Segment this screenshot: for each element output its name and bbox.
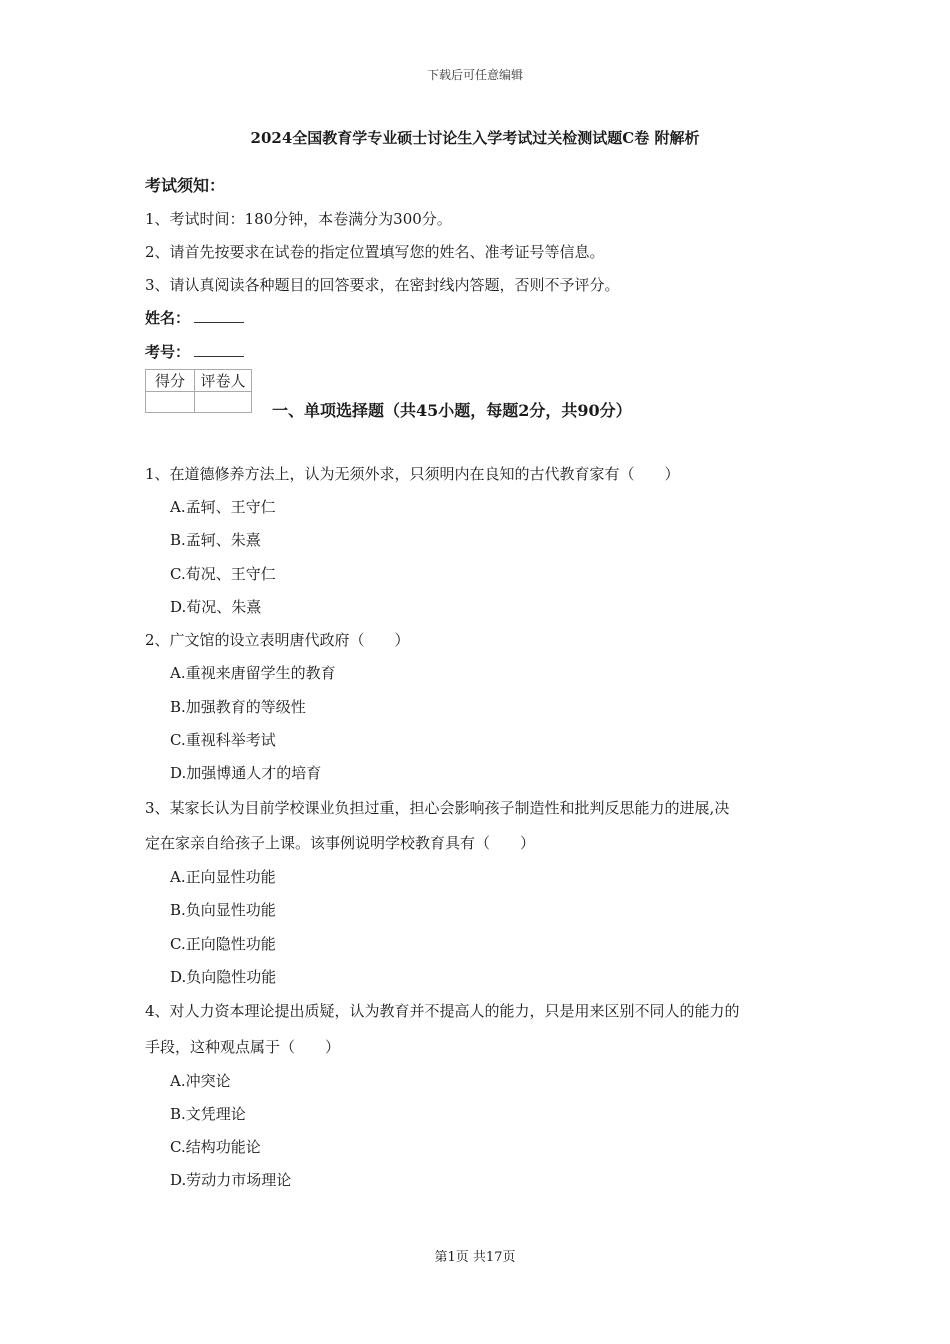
question-option: B.加强教育的等级性	[170, 698, 306, 716]
question-option: B.文凭理论	[170, 1105, 246, 1123]
page-footer: 第1页 共17页	[434, 1250, 516, 1265]
notice-item: 1、考试时间：180分钟，本卷满分为300分。	[145, 210, 452, 228]
name-field	[145, 307, 244, 328]
name-blank	[194, 308, 244, 323]
score-table	[145, 369, 252, 413]
notice-heading: 考试须知：	[145, 176, 226, 195]
question-option: D.加强博通人才的培育	[170, 764, 322, 782]
question-option: D.负向隐性功能	[170, 968, 277, 986]
section-title: 一、单项选择题（共45小题，每题2分，共90分）	[272, 401, 632, 420]
question-option: C.重视科举考试	[170, 731, 276, 749]
question-option: C.正向隐性功能	[170, 935, 276, 953]
question-2: 2、广文馆的设立表明唐代政府（ ）	[145, 631, 410, 649]
question-option: C.结构功能论	[170, 1138, 261, 1156]
question-option: D.劳动力市场理论	[170, 1171, 292, 1189]
question-4-continued: 手段，这种观点属于（ ）	[145, 1038, 341, 1056]
score-cell	[146, 392, 195, 413]
question-option: C.荀况、王守仁	[170, 565, 276, 583]
question-option: A.冲突论	[170, 1072, 231, 1090]
question-1: 1、在道德修养方法上，认为无须外求，只须明内在良知的古代教育家有（ ）	[145, 465, 680, 483]
question-3: 3、某家长认为目前学校课业负担过重，担心会影响孩子制造性和批判反思能力的进展,决	[145, 799, 730, 817]
notice-item: 3、请认真阅读各种题目的回答要求，在密封线内答题，否则不予评分。	[145, 276, 620, 294]
question-4: 4、对人力资本理论提出质疑，认为教育并不提高人的能力，只是用来区别不同人的能力的	[145, 1002, 740, 1020]
question-option: A.孟轲、王守仁	[170, 498, 276, 516]
document-title: 2024全国教育学专业硕士讨论生入学考试过关检测试题C卷 附解析	[250, 129, 700, 147]
question-option: B.孟轲、朱熹	[170, 531, 261, 549]
question-3-continued: 定在家亲自给孩子上课。该事例说明学校教育具有（ ）	[145, 834, 536, 852]
notice-item: 2、请首先按要求在试卷的指定位置填写您的姓名、准考证号等信息。	[145, 243, 605, 261]
question-option: D.荀况、朱熹	[170, 598, 262, 616]
name-label: 姓名：	[145, 309, 191, 327]
grader-header: 评卷人	[195, 370, 252, 392]
header-note: 下载后可任意编辑	[426, 68, 523, 82]
id-field	[145, 341, 244, 362]
question-option: B.负向显性功能	[170, 901, 276, 919]
id-label: 考号：	[145, 343, 191, 361]
question-option: A.正向显性功能	[170, 868, 276, 886]
id-blank	[194, 342, 244, 357]
grader-cell	[195, 392, 252, 413]
question-option: A.重视来唐留学生的教育	[170, 664, 336, 682]
score-header: 得分	[146, 370, 195, 392]
